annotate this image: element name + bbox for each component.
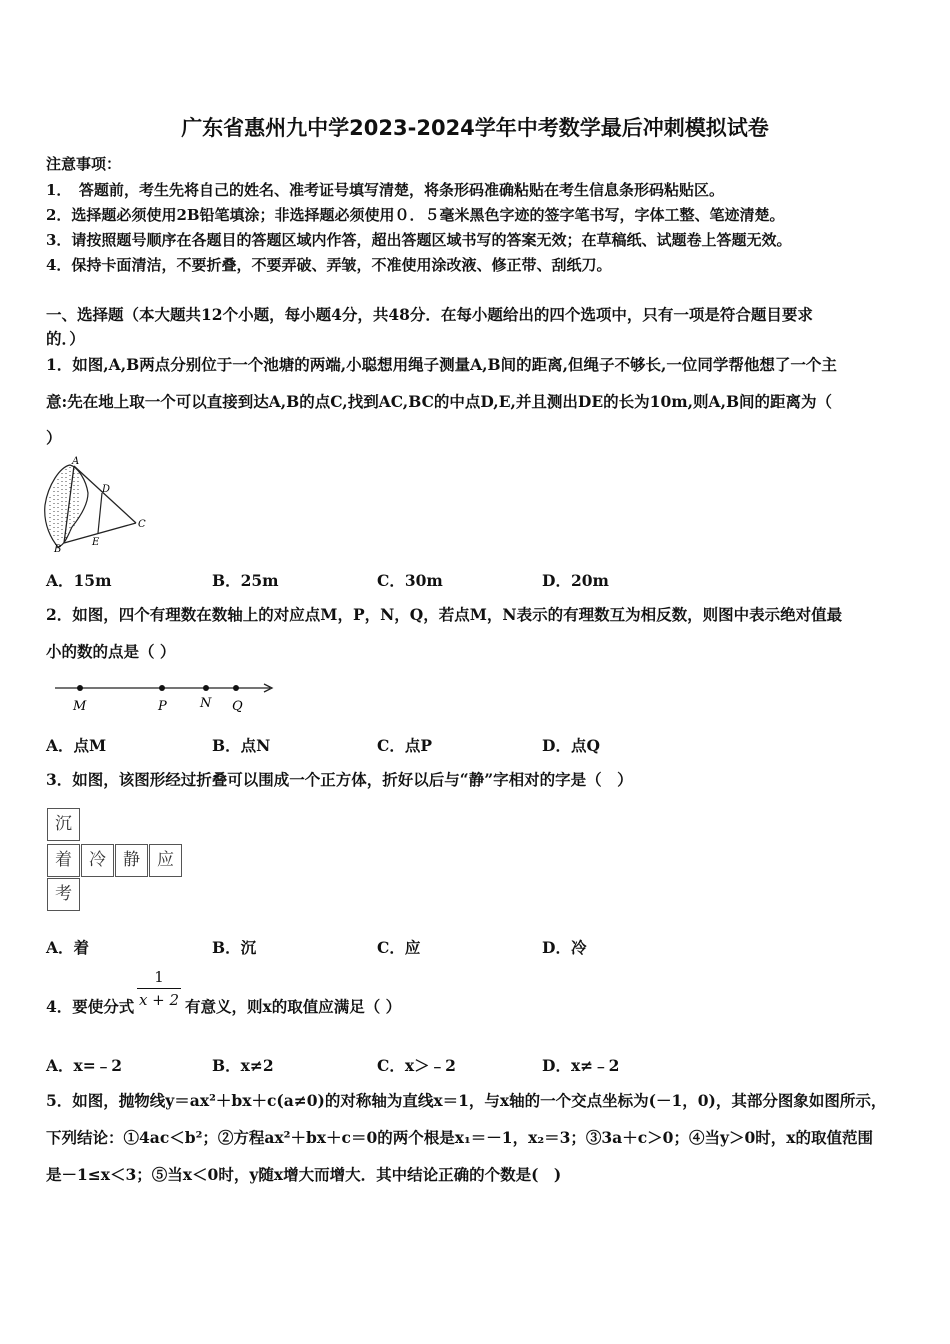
- point-q: [233, 685, 239, 691]
- q2-option-b[interactable]: B．点N: [212, 736, 271, 755]
- q4-fraction: [137, 968, 181, 1009]
- q5-stem: 是－1≤x＜3；⑤当x＜0时，y随x增大而增大．其中结论正确的个数是( ): [46, 1165, 562, 1184]
- segment-de: [98, 493, 102, 533]
- fraction-numerator: 1: [154, 968, 164, 986]
- q2-stem: 2．如图，四个有理数在数轴上的对应点M，P，N，Q，若点M，N表示的有理数互为相反数，则图中表示绝对值最: [46, 605, 843, 624]
- net-cell: 冷: [81, 844, 114, 877]
- q1-stem: 1．如图,A,B两点分别位于一个池塘的两端,小聪想用绳子测量A,B间的距离,但绳子不够长,一位同学帮他想了一个主: [46, 355, 837, 374]
- point-n: [203, 685, 209, 691]
- note-item: 1． 答题前，考生先将自己的姓名、准考证号填写清楚，将条形码准确粘贴在考生信息条形码粘贴区。: [46, 181, 724, 199]
- q2-option-c[interactable]: C．点P: [377, 736, 432, 755]
- label-c: C: [138, 519, 146, 530]
- label-n: N: [200, 696, 212, 711]
- fraction-denominator: x + 2: [138, 991, 180, 1009]
- q1-option-d[interactable]: D．20m: [542, 571, 609, 590]
- fraction-bar: [137, 988, 181, 989]
- net-cell: 静: [115, 844, 148, 877]
- q5-stem: 下列结论：①4ac＜b²；②方程ax²＋bx＋c＝0的两个根是x₁＝－1，x₂＝3；③3a＋c＞0；④当y＞0时，x的取值范围: [46, 1128, 873, 1147]
- segment-bc: [64, 523, 136, 543]
- label-a: A: [72, 456, 80, 467]
- q5-stem: 5．如图，抛物线y＝ax²＋bx＋c(a≠0)的对称轴为直线x＝1，与x轴的一个交点坐标为(－1，0)，其部分图象如图所示，: [46, 1091, 887, 1110]
- net-cell: 考: [47, 878, 80, 911]
- pond-triangle-figure: [40, 455, 155, 555]
- q3-option-a[interactable]: A．着: [46, 938, 90, 957]
- q3-option-b[interactable]: B．沉: [212, 938, 257, 957]
- net-cell: 沉: [47, 808, 80, 841]
- label-p: P: [158, 699, 167, 714]
- q4-option-a[interactable]: A．x=﹣2: [46, 1056, 123, 1075]
- q3-option-d[interactable]: D．冷: [542, 938, 587, 957]
- net-cell: 应: [149, 844, 182, 877]
- label-d: D: [102, 484, 111, 495]
- q3-option-c[interactable]: C．应: [377, 938, 421, 957]
- q4-prefix: 4．要使分式: [46, 997, 135, 1016]
- q1-option-b[interactable]: B．25m: [212, 571, 279, 590]
- notes-heading: 注意事项：: [46, 155, 122, 173]
- q2-stem: 小的数的点是（ ）: [46, 642, 176, 661]
- q1-option-c[interactable]: C．30m: [377, 571, 443, 590]
- note-item: 4．保持卡面清洁，不要折叠，不要弄破、弄皱，不准使用涂改液、修正带、刮纸刀。: [46, 256, 612, 274]
- label-q: Q: [232, 699, 243, 714]
- q2-option-a[interactable]: A．点M: [46, 736, 107, 755]
- net-cell: 着: [47, 844, 80, 877]
- q1-stem: 意:先在地上取一个可以直接到达A,B的点C,找到AC,BC的中点D,E,并且测出DE的长为10m,则A,B间的距离为（: [46, 392, 833, 411]
- note-item: 2．选择题必须使用2B铅笔填涂；非选择题必须使用０．５毫米黑色字迹的签字笔书写，字体工整、笔迹清楚。: [46, 206, 785, 224]
- q2-option-d[interactable]: D．点Q: [542, 736, 600, 755]
- q4-option-c[interactable]: C．x＞﹣2: [377, 1056, 456, 1075]
- q4-option-d[interactable]: D．x≠﹣2: [542, 1056, 620, 1075]
- label-e: E: [92, 537, 100, 548]
- q1-stem: ）: [46, 428, 62, 447]
- q1-option-a[interactable]: A．15m: [46, 571, 112, 590]
- q4-option-b[interactable]: B．x≠2: [212, 1056, 274, 1075]
- note-item: 3．请按照题号顺序在各题目的答题区域内作答，超出答题区域书写的答案无效；在草稿纸、试题卷上答题无效。: [46, 231, 792, 249]
- page-title: 广东省惠州九中学2023-2024学年中考数学最后冲刺模拟试卷: [181, 116, 769, 140]
- q4-suffix: 有意义，则x的取值应满足（ ）: [185, 997, 402, 1016]
- section-heading-cont: 的．）: [46, 329, 85, 348]
- label-m: M: [73, 699, 87, 714]
- number-line-figure: [50, 676, 280, 720]
- q3-stem: 3．如图，该图形经过折叠可以围成一个正方体，折好以后与“静”字相对的字是（ ）: [46, 770, 633, 789]
- point-p: [159, 685, 165, 691]
- section-heading: 一、选择题（本大题共12个小题，每小题4分，共48分．在每小题给出的四个选项中，只有一项是符合题目要求: [46, 305, 813, 324]
- point-m: [77, 685, 83, 691]
- label-b: B: [54, 544, 62, 555]
